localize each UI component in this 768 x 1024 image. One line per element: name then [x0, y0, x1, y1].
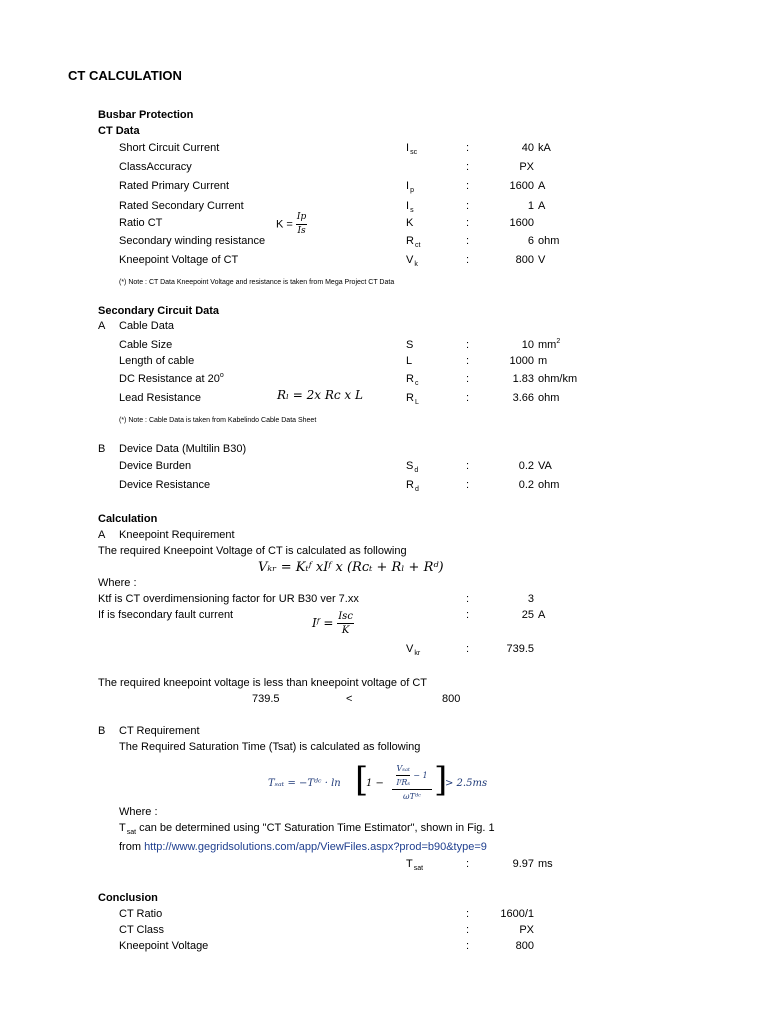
row-symbol-main: R	[406, 235, 414, 247]
row-colon: :	[466, 940, 470, 952]
row-symbol	[406, 254, 418, 268]
vkr-symbol-main: V	[406, 643, 414, 655]
tsat-symbol	[406, 858, 423, 872]
row-colon: :	[466, 200, 470, 212]
if-formula-lhs: Iᶠ =	[312, 616, 334, 630]
row-label: Device Burden	[119, 460, 192, 472]
row-value: 1600/1	[500, 908, 534, 920]
row-symbol-main: K	[406, 217, 414, 229]
row-value: 1	[527, 200, 534, 212]
row-symbol	[406, 142, 417, 156]
row-symbol-sub: d	[414, 486, 419, 493]
row-unit: A	[538, 180, 546, 192]
ct-req-heading: CT Requirement	[119, 725, 200, 737]
tsat-line1-sym: T	[119, 822, 126, 834]
row-symbol	[406, 355, 412, 368]
row-symbol-sub: k	[414, 261, 418, 268]
tsat-omega-tdc: ωTᵈᶜ	[403, 792, 421, 801]
row-label: Cable Size	[119, 339, 173, 351]
tsat-outer-fraction	[392, 762, 432, 803]
ktf-colon: :	[466, 593, 470, 605]
tsat-colon: :	[466, 858, 470, 870]
row-value: 1.83	[512, 373, 534, 385]
row-symbol-main: I	[406, 200, 410, 212]
ratio-formula-lhs: K =	[276, 218, 293, 231]
row-colon: :	[466, 479, 470, 491]
row-unit: ohm	[538, 235, 560, 247]
ktf-label: Ktf is CT overdimensioning factor for UR B30 ver 7.xx	[98, 593, 359, 605]
tsat-line1-rest: can be determined using "CT Saturation Time Estimator", shown in Fig. 1	[136, 822, 495, 834]
unit-superscript: 2	[556, 338, 561, 345]
tsat-inner-fraction	[392, 762, 432, 790]
vkr-symbol-sub: kr	[414, 650, 421, 657]
row-unit: A	[538, 200, 546, 212]
row-label: Lead Resistance	[119, 392, 201, 404]
tsat-symbol-sub: sat	[413, 865, 424, 872]
row-symbol-sub: c	[414, 380, 419, 387]
row-symbol-sub: ct	[414, 242, 421, 249]
row-symbol	[406, 339, 413, 352]
row-value: 1000	[509, 355, 534, 367]
row-value: PX	[519, 161, 534, 173]
row-value: PX	[519, 924, 534, 936]
ratio-formula	[276, 211, 307, 238]
busbar-heading: Busbar Protection	[98, 109, 194, 121]
tsat-line1-sub: sat	[126, 829, 137, 836]
row-value: 6	[527, 235, 534, 247]
row-colon: :	[466, 392, 470, 404]
compare-text: The required kneepoint voltage is less than kneepoint voltage of CT	[98, 677, 427, 689]
row-unit: ohm	[538, 392, 560, 404]
row-symbol	[406, 479, 419, 493]
where2-label: Where :	[119, 806, 158, 818]
conclusion-heading: Conclusion	[98, 892, 158, 904]
row-colon: :	[466, 924, 470, 936]
row-symbol-main: R	[406, 479, 414, 491]
row-colon: :	[466, 908, 470, 920]
row-symbol-main: R	[406, 392, 414, 404]
cable-section-heading: Cable Data	[119, 320, 175, 332]
row-label: Length of cable	[119, 355, 195, 367]
where-label: Where :	[98, 577, 137, 589]
row-symbol-sub: sc	[410, 149, 418, 156]
tsat-formula-rhs: > 2.5ms	[445, 778, 488, 789]
row-unit: kA	[538, 142, 551, 154]
tsat-line1	[119, 822, 495, 836]
compare-right: 800	[442, 693, 461, 705]
tsat-bracket-right: ]	[434, 760, 448, 800]
row-symbol-sub: s	[410, 207, 414, 214]
kneepoint-section-letter: A	[98, 529, 106, 541]
vkr-symbol	[406, 643, 420, 657]
vkr-value: 739.5	[506, 643, 534, 655]
row-label: Secondary winding resistance	[119, 235, 266, 247]
row-colon: :	[466, 235, 470, 247]
if-colon: :	[466, 609, 470, 621]
tsat-intro: The Required Saturation Time (Tsat) is calculated as following	[119, 741, 421, 753]
ct-note: (*) Note : CT Data Kneepoint Voltage and resistance is taken from Mega Project CT Data	[119, 279, 395, 286]
row-value: 1600	[509, 180, 534, 192]
row-symbol-sub: L	[414, 399, 419, 406]
row-symbol	[406, 460, 418, 474]
row-value: 800	[515, 254, 534, 266]
row-colon: :	[466, 373, 470, 385]
row-unit: $mm^2$	[538, 338, 561, 351]
if-formula-den: K	[341, 625, 350, 636]
row-colon: :	[466, 254, 470, 266]
row-label: CT Ratio	[119, 908, 163, 920]
row-label: ClassAccuracy	[119, 161, 192, 173]
tsat-ifrs: IᶠRₛ	[396, 778, 411, 787]
degree-superscript: o	[219, 372, 224, 379]
secondary-heading: Secondary Circuit Data	[98, 305, 220, 317]
row-label: Device Resistance	[119, 479, 211, 491]
tsat-formula-one: 1 −	[366, 778, 384, 789]
row-unit: VA	[538, 460, 552, 472]
row-colon: :	[466, 180, 470, 192]
ktf-value: 3	[527, 593, 534, 605]
ct-data-heading: CT Data	[98, 125, 140, 137]
tsat-line2	[119, 841, 487, 854]
row-label: CT Class	[119, 924, 165, 936]
row-label: Ratio CT	[119, 217, 163, 229]
if-formula-num: Isc	[338, 611, 353, 622]
page-title: CT CALCULATION	[68, 68, 182, 83]
row-label: Kneepoint Voltage of CT	[119, 254, 239, 266]
vkr-formula: Vₖᵣ = Kₜᶠ xIᶠ x (Rᴄₜ + Rₗ + Rᵈ)	[258, 560, 444, 575]
row-symbol	[406, 235, 420, 249]
row-value: 800	[515, 940, 534, 952]
tsat-vsat: Vₛₐₜ	[396, 762, 410, 776]
row-label: Rated Primary Current	[119, 180, 230, 192]
if-label: If is fsecondary fault current	[98, 609, 234, 621]
row-value: 0.2	[518, 460, 534, 472]
tsat-symbol-main: T	[406, 858, 413, 870]
row-value: 1600	[509, 217, 534, 229]
lead-resistance-formula: Rₗ = 2x Rᴄ x L	[277, 388, 363, 402]
tsat-estimator-link[interactable]: http://www.gegridsolutions.com/app/ViewFiles.aspx?prod=b90&type=9	[144, 841, 487, 853]
ratio-formula-den: Is	[297, 226, 306, 236]
row-value: 40	[521, 142, 534, 154]
row-symbol-main: I	[406, 180, 410, 192]
tsat-minus-one: − 1	[413, 771, 428, 780]
compare-operator: <	[346, 693, 353, 705]
row-label: Rated Secondary Current	[119, 200, 244, 212]
row-symbol	[406, 200, 414, 214]
row-value: 3.66	[512, 392, 534, 404]
if-value: 25	[521, 609, 534, 621]
tsat-line2-from: from	[119, 841, 145, 853]
tsat-bracket-left: [	[355, 760, 369, 800]
row-unit: ohm	[538, 479, 560, 491]
device-section-heading: Device Data (Multilin B30)	[119, 443, 247, 455]
row-unit: ohm/km	[538, 373, 578, 385]
row-colon: :	[466, 217, 470, 229]
kneepoint-intro: The required Kneepoint Voltage of CT is calculated as following	[98, 545, 407, 557]
row-value: 0.2	[518, 479, 534, 491]
row-colon: :	[466, 142, 470, 154]
row-symbol-main: S	[406, 339, 414, 351]
ratio-formula-num: Ip	[296, 211, 307, 225]
tsat-formula-lhs: Tₛₐₜ = −Tᵈᶜ · ln	[268, 778, 341, 789]
row-value: 10	[521, 339, 534, 351]
row-symbol	[406, 180, 414, 194]
row-label: Kneepoint Voltage	[119, 940, 209, 952]
row-symbol-sub: p	[410, 187, 414, 194]
row-colon: :	[466, 161, 470, 173]
cable-note: (*) Note : Cable Data is taken from Kabelindo Cable Data Sheet	[119, 417, 317, 424]
device-section-letter: B	[98, 443, 106, 455]
row-symbol-sub: d	[414, 467, 419, 474]
row-symbol	[406, 217, 413, 230]
row-symbol	[406, 373, 418, 387]
row-symbol-main: R	[406, 373, 414, 385]
row-symbol-main: I	[406, 142, 410, 154]
row-symbol-main: V	[406, 254, 414, 266]
cable-section-letter: A	[98, 320, 106, 332]
vkr-colon: :	[466, 643, 470, 655]
ct-req-letter: B	[98, 725, 106, 737]
row-symbol-main: L	[406, 355, 413, 367]
row-label: DC Resistance at 20$^o$	[119, 372, 224, 385]
tsat-value: 9.97	[512, 858, 534, 870]
row-colon: :	[466, 339, 470, 351]
kneepoint-section-heading: Kneepoint Requirement	[119, 529, 235, 541]
row-symbol	[406, 392, 419, 406]
row-symbol-main: S	[406, 460, 414, 472]
calculation-heading: Calculation	[98, 513, 158, 525]
if-formula	[312, 610, 354, 637]
if-unit: A	[538, 609, 546, 621]
compare-left: 739.5	[252, 693, 280, 705]
row-colon: :	[466, 460, 470, 472]
row-unit: m	[538, 355, 548, 367]
row-colon: :	[466, 355, 470, 367]
row-unit: V	[538, 254, 546, 266]
row-label: Short Circuit Current	[119, 142, 220, 154]
tsat-unit: ms	[538, 858, 553, 870]
